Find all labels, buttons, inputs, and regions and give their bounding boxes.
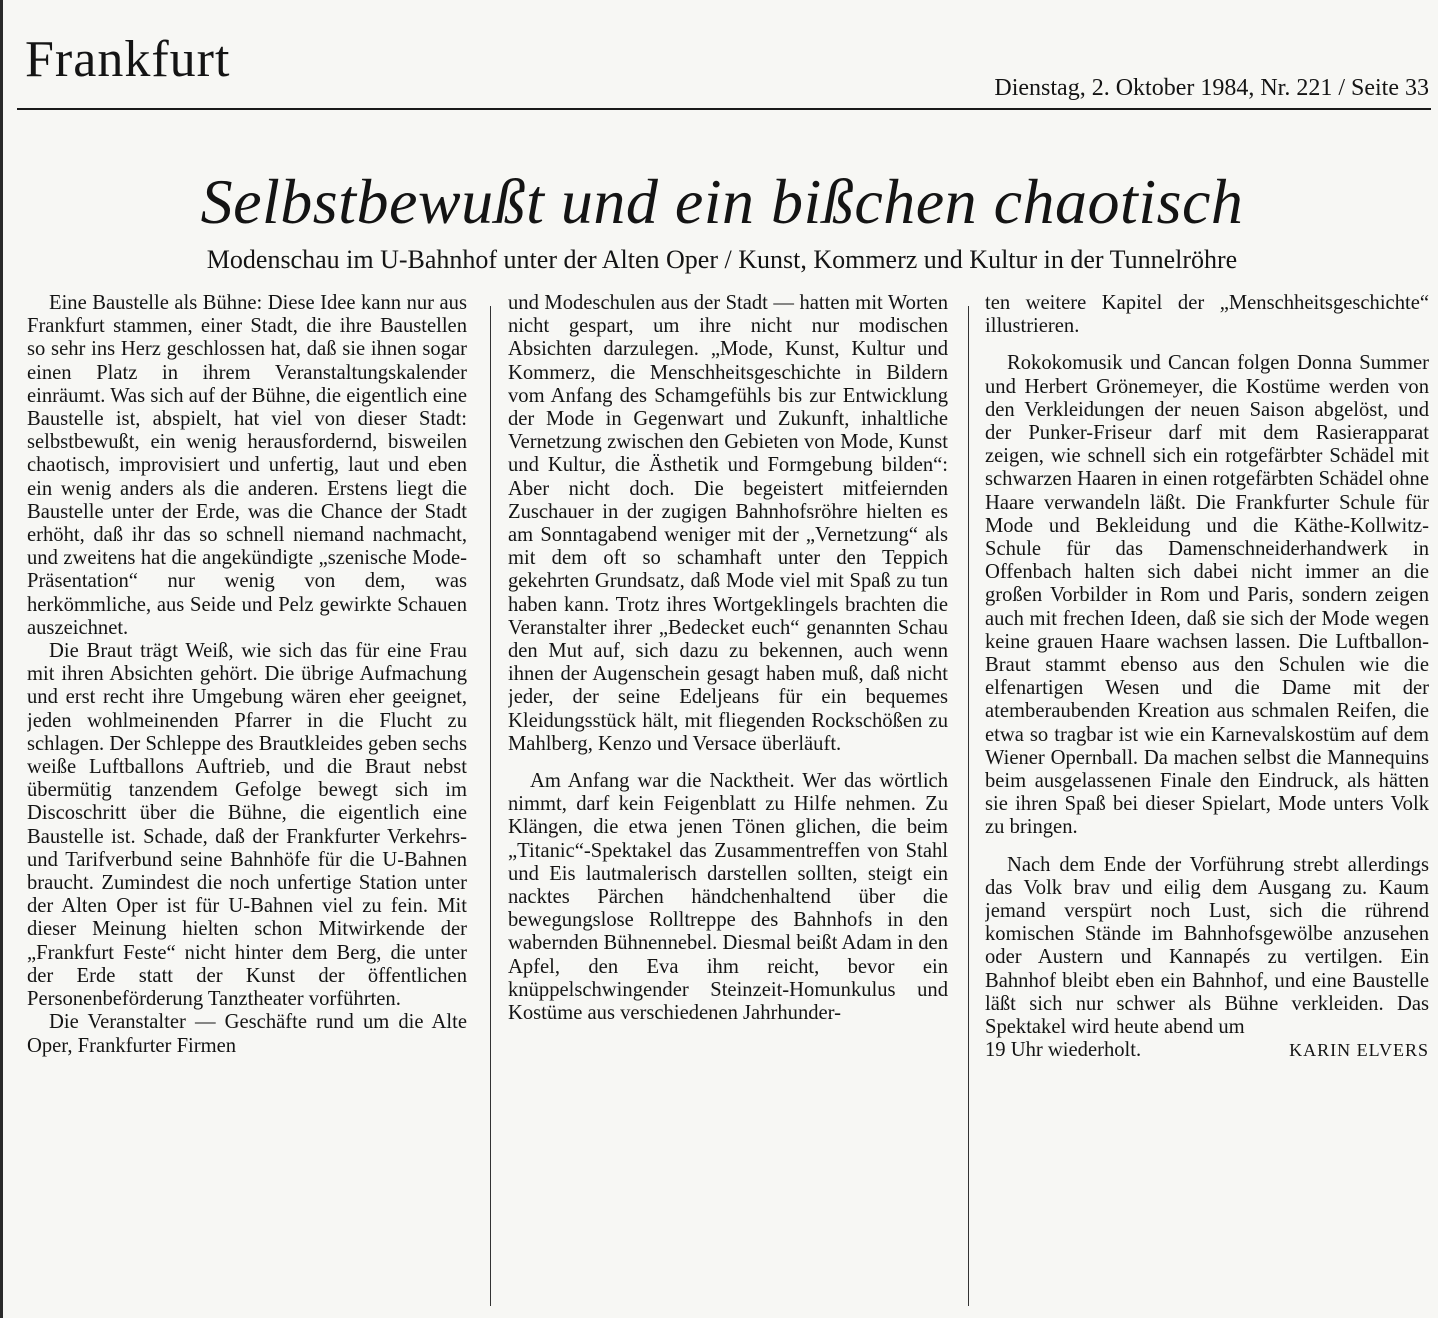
paragraph: Rokokomusik und Cancan folgen Donna Summer und Herbert Grönemeyer, die Kostüme werden von den Verkleidungen der neuen Saison abgelöst, und der Punker-Friseur darf mit dem Rasierapparat zeigen, wie schnell sich ein rotgefärbter Schädel mit schwarzen Haaren in einen rotgefärbten Schädel ohne Haare verwandeln läßt. Die Frankfurter Schule für Mode und Bekleidung und die Käthe-Kollwitz-Schule für das Damenschneiderhandwerk in Offenbach halten sich dabei nicht immer an die großen Vorbilder in Rom und Paris, sondern zeigen auch mit frechen Ideen, daß sie sich der Mode wegen keine grauen Haare wachsen lassen. Die Luftballon-Braut stammt ebenso aus den Schulen wie die elfenartigen Wesen und die Dame mit der atemberaubenden Kreation aus schmalen Reifen, die etwa so tragbar ist wie ein Karnevalskostüm auf dem Wiener Opernball. Da machen selbst die Mannequins beim ausgelassenen Finale den Eindruck, als hätten sie ihren Spaß bei dieser Spielart, Mode unters Volk zu bringen.: [985, 352, 1429, 839]
column-divider: [968, 306, 969, 1306]
section-title: Frankfurt: [25, 31, 231, 88]
paragraph: Die Braut trägt Weiß, wie sich das für eine Frau mit ihren Absichten gehört. Die übrige Aufmachung und erst recht ihre Umgebung wären eher geeignet, jeden wohlmeinenden Pfarrer in die Flucht zu schlagen. Der Schleppe des Brautkleides geben sechs weiße Luftballons Auftrieb, und die Braut nebst übermütig tanzendem Gefolge bewegt sich im Discoschritt über die Bühne, die eigentlich eine Baustelle ist. Schade, daß der Frankfurter Verkehrs- und Tarifverbund seine Bahnhöfe für die U-Bahnen braucht. Zumindest die noch unfertige Station unter der Alten Oper ist für U-Bahnen viel zu fein. Mit dieser Meinung hielten schon Mitwirkende der „Frankfurt Feste“ nicht hinter dem Berg, die unter der Erde statt der Kunst der öffentlichen Personenbeförderung Tanztheater vorführten.: [27, 640, 467, 1011]
article-column-2: [508, 292, 948, 1302]
paragraph-end: 19 Uhr wiederholt.: [985, 1039, 1142, 1062]
paragraph: Die Veranstalter — Geschäfte rund um die Alte Oper, Frankfurter Firmen: [27, 1011, 467, 1057]
dateline: Dienstag, 2. Oktober 1984, Nr. 221 / Seite 33: [994, 75, 1429, 101]
article-column-3: [985, 292, 1429, 1302]
paragraph: Am Anfang war die Nacktheit. Wer das wörtlich nimmt, darf kein Feigenblatt zu Hilfe nehmen. Zu Klängen, die etwa jenen Tönen glichen, die beim „Titanic“-Spektakel das Zusammentreffen von Stahl und Eis lautmalerisch darstellen sollten, steigt ein nacktes Pärchen händchenhaltend über die bewegungslose Rolltreppe des Bahnhofs in den wabernden Bühnennebel. Diesmal beißt Adam in den Apfel, den Eva ihm reicht, bevor ein knüppelschwingender Steinzeit-Homunkulus und Kostüme aus verschiedenen Jahrhunder-: [508, 770, 948, 1025]
paragraph: Nach dem Ende der Vorführung strebt allerdings das Volk brav und eilig dem Ausgang zu. Kaum jemand verspürt noch Lust, sich die rührend komischen Stände im Bahnhofsgewölbe anzusehen oder Austern und Kannapés zu vertilgen. Ein Bahnhof bleibt eben ein Bahnhof, und eine Baustelle läßt sich nur schwer als Bühne verkleiden. Das Spektakel wird heute abend um: [985, 853, 1429, 1039]
paragraph: ten weitere Kapitel der „Menschheitsgeschichte“ illustrieren.: [985, 292, 1429, 338]
paragraph: und Modeschulen aus der Stadt — hatten mit Worten nicht gespart, um ihre nicht nur modischen Absichten darzulegen. „Mode, Kunst, Kultur und Kommerz, die Menschheitsgeschichte in Bildern vom Anfang des Schamgefühls bis zur Entwicklung der Mode in Gegenwart und Zukunft, inhaltliche Vernetzung zwischen den Gebieten von Mode, Kunst und Kultur, die Ästhetik und Formgebung bilden“: Aber nicht doch. Die begeistert mitfeiernden Zuschauer in der zugigen Bahnhofsröhre hielten es am Sonntagabend weniger mit der „Vernetzung“ als mit dem oft so schamhaft unter den Teppich gekehrten Grundsatz, daß Mode viel mit Spaß zu tun haben kann. Trotz ihres Wortgeklingels brachten die Veranstalter ihrer „Bedecket euch“ genannten Schau den Mut auf, sich dazu zu bekennen, auch wenn ihnen der Augenschein gesagt haben muß, daß nicht jeder, der seine Edeljeans für ein bequemes Kleidungsstück hält, mit fliegenden Rockschößen zu Mahlberg, Kenzo und Versace überläuft.: [508, 292, 948, 755]
article-subhead: Modenschau im U-Bahnhof unter der Alten Oper / Kunst, Kommerz und Kultur in der Tunnelröhre: [206, 245, 1238, 274]
author-byline: KARIN ELVERS: [1289, 1040, 1429, 1061]
byline-row: [985, 1039, 1429, 1062]
column-divider: [490, 306, 491, 1306]
paragraph: Eine Baustelle als Bühne: Diese Idee kann nur aus Frankfurt stammen, einer Stadt, die ihre Baustellen so sehr ins Herz geschlossen hat, daß sie ihnen sogar einen Platz in ihrem Veranstaltungskalender einräumt. Was sich auf der Bühne, die eigentlich eine Baustelle ist, abspielt, hat viel von dieser Stadt: selbstbewußt, ein wenig herausfordernd, bisweilen chaotisch, improvisiert und unfertig, laut und eben ein wenig anders als die anderen. Erstens liegt die Baustelle unter der Erde, was die Chance der Stadt erhöht, daß ihr das so schnell niemand nachmacht, und zweitens hat die angekündigte „szenische Mode-Präsentation“ nur wenig von dem, was herkömmliche, aus Seide und Pelz gewirkte Schauen auszeichnet.: [27, 292, 467, 639]
article-column-1: [27, 292, 467, 1302]
article-headline: Selbstbewußt und ein bißchen chaotisch: [200, 166, 1244, 237]
masthead-divider: [17, 108, 1431, 110]
